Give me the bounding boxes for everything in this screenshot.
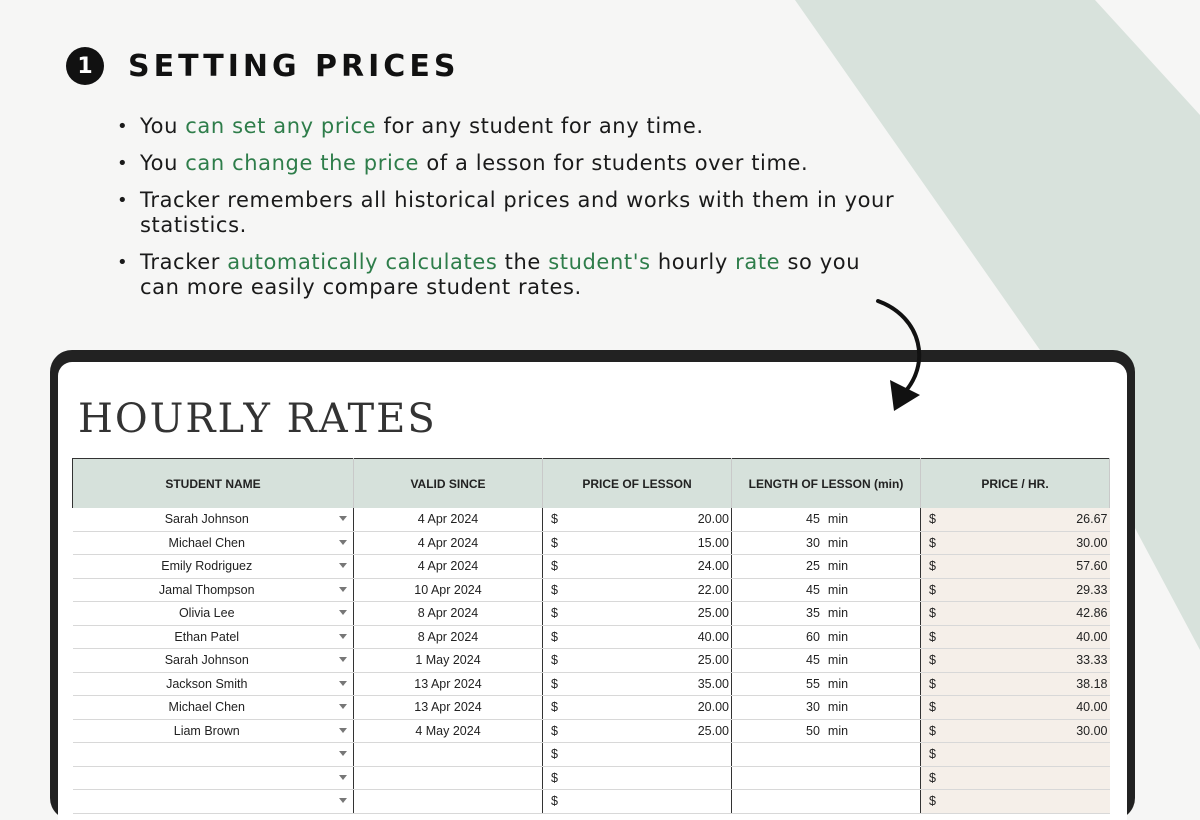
hourly-rate-value: 57.60 [1076,559,1108,573]
student-name: Olivia Lee [178,606,235,621]
length-value: 55 [806,676,820,691]
hourly-rate-value: 40.00 [1076,700,1108,714]
student-name: Sarah Johnson [164,512,249,527]
price-value: 35.00 [697,676,729,691]
length-unit: min [827,629,849,644]
currency-symbol: $ [929,535,936,550]
price-value: 22.00 [697,582,729,597]
price-value: 40.00 [697,629,729,644]
currency-symbol: $ [929,723,936,738]
price-cell[interactable] [543,508,732,531]
tablet-frame [50,350,1135,820]
length-unit: min [827,653,849,668]
hourly-rate-value: 33.33 [1076,653,1108,667]
currency-symbol: $ [551,770,558,785]
currency-symbol: $ [551,794,558,808]
length-value: 50 [806,723,820,738]
student-name-cell[interactable] [73,743,354,767]
student-name: Michael Chen [168,700,245,715]
valid-since-cell[interactable]: 8 Apr 2024 [354,625,543,649]
valid-since-cell[interactable] [354,743,543,767]
highlighted-text: can change the price [185,151,420,175]
currency-symbol: $ [551,582,558,597]
bullet-item [114,250,904,300]
currency-symbol: $ [551,535,558,550]
length-cell[interactable] [732,578,921,602]
currency-symbol: $ [929,770,936,785]
table-row [73,719,1110,743]
length-value: 35 [806,606,820,621]
price-cell[interactable] [543,672,732,696]
currency-symbol: $ [929,629,936,644]
length-value: 45 [806,653,820,668]
valid-since-cell[interactable]: 4 Apr 2024 [354,508,543,531]
student-name: Liam Brown [173,723,240,738]
feature-bullet-list [114,114,904,312]
highlighted-text: automatically calculates [227,250,498,274]
bullet-dot-icon: • [117,252,129,273]
hourly-rate-cell[interactable] [921,766,1110,790]
currency-symbol: $ [551,606,558,620]
hourly-rate-cell[interactable] [921,719,1110,743]
length-value: 30 [806,535,820,550]
bullet-text: the [497,250,549,274]
length-cell[interactable] [732,766,921,790]
bullet-item [114,188,904,238]
student-name-cell[interactable] [73,719,354,743]
length-cell[interactable] [732,743,921,767]
price-value: 20.00 [697,700,729,714]
student-name-cell[interactable] [73,625,354,649]
hourly-rate-value: 30.00 [1076,723,1108,738]
student-name-cell[interactable] [73,696,354,720]
dropdown-arrow-icon[interactable] [339,587,347,592]
hourly-rate-cell[interactable] [921,625,1110,649]
currency-symbol: $ [929,582,936,597]
currency-symbol: $ [551,559,558,573]
price-value: 20.00 [697,512,729,526]
sheet-title: HOURLY RATES [78,396,437,442]
length-unit: min [827,700,849,715]
student-name-cell[interactable] [73,602,354,626]
length-unit: min [827,606,849,621]
table-row [73,602,1110,626]
step-number-badge: 1 [66,47,104,85]
dropdown-arrow-icon[interactable] [339,728,347,733]
valid-since-cell[interactable]: 4 Apr 2024 [354,531,543,555]
currency-symbol: $ [929,700,936,714]
hourly-rate-cell[interactable] [921,578,1110,602]
column-header-valid-since[interactable]: VALID SINCE [354,459,543,509]
hourly-rates-table [72,458,1110,814]
hourly-rate-cell[interactable] [921,696,1110,720]
length-cell[interactable] [732,696,921,720]
bullet-item [114,114,904,139]
dropdown-arrow-icon[interactable] [339,563,347,568]
length-cell[interactable] [732,625,921,649]
student-name-cell[interactable] [73,531,354,555]
hourly-rate-cell[interactable] [921,531,1110,555]
length-unit: min [827,535,849,550]
length-cell[interactable] [732,790,921,814]
hourly-rate-cell[interactable] [921,649,1110,673]
hourly-rate-cell[interactable] [921,790,1110,814]
dropdown-arrow-icon[interactable] [339,681,347,686]
currency-symbol: $ [929,676,936,691]
bullet-text: so you can more easily compare student rates. [140,250,861,299]
student-name-cell[interactable] [73,508,354,531]
dropdown-arrow-icon[interactable] [339,634,347,639]
dropdown-arrow-icon[interactable] [339,751,347,756]
valid-since-cell[interactable]: 8 Apr 2024 [354,602,543,626]
currency-symbol: $ [551,629,558,644]
valid-since-cell[interactable] [354,766,543,790]
currency-symbol: $ [929,747,936,761]
highlighted-text: can set any price [185,114,377,138]
dropdown-arrow-icon[interactable] [339,798,347,803]
valid-since-cell[interactable]: 10 Apr 2024 [354,578,543,602]
table-header-row [73,459,1110,509]
bullet-dot-icon: • [117,116,129,137]
valid-since-cell[interactable]: 4 Apr 2024 [354,555,543,579]
bullet-dot-icon: • [117,153,129,174]
hourly-rate-cell[interactable] [921,672,1110,696]
hourly-rate-value: 38.18 [1076,676,1108,691]
currency-symbol: $ [551,512,558,526]
section-heading [66,47,459,85]
currency-symbol: $ [929,512,936,526]
length-unit: min [827,559,849,574]
table-row [73,672,1110,696]
length-value: 45 [806,512,820,527]
student-name-cell[interactable] [73,672,354,696]
length-cell[interactable] [732,672,921,696]
bullet-text: You [140,151,186,175]
currency-symbol: $ [929,794,936,808]
dropdown-arrow-icon[interactable] [339,540,347,545]
currency-symbol: $ [551,653,558,667]
student-name: Jamal Thompson [158,582,255,597]
student-name: Michael Chen [168,535,245,550]
student-name-cell[interactable] [73,555,354,579]
table-row [73,625,1110,649]
bullet-text: You [140,114,186,138]
length-cell[interactable] [732,649,921,673]
dropdown-arrow-icon[interactable] [339,775,347,780]
table-row [73,766,1110,790]
price-cell[interactable] [543,578,732,602]
price-value: 15.00 [697,535,729,550]
length-value: 25 [806,559,820,574]
currency-symbol: $ [929,606,936,620]
currency-symbol: $ [551,747,558,761]
price-cell[interactable] [543,531,732,555]
student-name-cell[interactable] [73,766,354,790]
price-cell[interactable] [543,625,732,649]
price-cell[interactable] [543,649,732,673]
spreadsheet-screen [58,362,1127,820]
valid-since-cell[interactable]: 13 Apr 2024 [354,696,543,720]
price-cell[interactable] [543,766,732,790]
length-cell[interactable] [732,719,921,743]
column-header-length-of-lesson[interactable]: LENGTH OF LESSON (min) [732,459,921,509]
dropdown-arrow-icon[interactable] [339,516,347,521]
table-row [73,531,1110,555]
bullet-text: Tracker remembers all historical prices and works with them in your statistics. [140,188,895,237]
student-name: Sarah Johnson [164,653,249,668]
dropdown-arrow-icon[interactable] [339,704,347,709]
price-value: 25.00 [697,723,729,738]
price-cell[interactable] [543,743,732,767]
table-row [73,555,1110,579]
curved-arrow-icon [860,295,950,420]
hourly-rate-cell[interactable] [921,508,1110,531]
length-unit: min [827,512,849,527]
bullet-text: Tracker [140,250,228,274]
valid-since-cell[interactable]: 1 May 2024 [354,649,543,673]
bullet-text: of a lesson for students over time. [419,151,809,175]
bullet-dot-icon: • [117,190,129,211]
student-name-cell[interactable] [73,790,354,814]
length-cell[interactable] [732,602,921,626]
length-value: 60 [806,629,820,644]
length-cell[interactable] [732,531,921,555]
table-row [73,508,1110,531]
hourly-rate-value: 40.00 [1076,629,1108,644]
highlighted-text: rate [735,250,781,274]
table-row [73,649,1110,673]
hourly-rate-value: 29.33 [1076,582,1108,597]
column-header-price-of-lesson[interactable]: PRICE OF LESSON [543,459,732,509]
hourly-rate-value: 26.67 [1076,512,1108,526]
student-name: Jackson Smith [166,676,248,691]
length-cell[interactable] [732,555,921,579]
price-value: 25.00 [697,653,729,667]
price-value: 25.00 [697,606,729,620]
table-row [73,743,1110,767]
table-row [73,790,1110,814]
valid-since-cell[interactable]: 13 Apr 2024 [354,672,543,696]
length-unit: min [827,723,849,738]
bullet-text: hourly [650,250,736,274]
currency-symbol: $ [551,700,558,714]
dropdown-arrow-icon[interactable] [339,657,347,662]
valid-since-cell[interactable] [354,790,543,814]
student-name-cell[interactable] [73,649,354,673]
dropdown-arrow-icon[interactable] [339,610,347,615]
length-value: 30 [806,700,820,715]
currency-symbol: $ [551,723,558,738]
table-row [73,696,1110,720]
length-unit: min [827,676,849,691]
column-header-price-per-hour[interactable]: PRICE / HR. [921,459,1110,509]
column-header-student-name[interactable]: STUDENT NAME [73,459,354,509]
student-name-cell[interactable] [73,578,354,602]
price-cell[interactable] [543,555,732,579]
student-name: Emily Rodriguez [161,559,253,574]
bullet-text: for any student for any time. [376,114,704,138]
price-cell[interactable] [543,719,732,743]
length-unit: min [827,582,849,597]
bullet-item [114,151,904,176]
hourly-rate-value: 42.86 [1076,606,1108,620]
price-value: 24.00 [697,559,729,573]
valid-since-cell[interactable]: 4 May 2024 [354,719,543,743]
hourly-rate-cell[interactable] [921,555,1110,579]
currency-symbol: $ [929,559,936,573]
student-name: Ethan Patel [174,629,240,644]
highlighted-text: student's [548,250,651,274]
length-value: 45 [806,582,820,597]
price-cell[interactable] [543,602,732,626]
hourly-rate-value: 30.00 [1076,535,1108,550]
hourly-rate-cell[interactable] [921,743,1110,767]
hourly-rate-cell[interactable] [921,602,1110,626]
price-cell[interactable] [543,790,732,814]
price-cell[interactable] [543,696,732,720]
section-title: SETTING PRICES [128,48,460,84]
currency-symbol: $ [551,676,558,691]
length-cell[interactable] [732,508,921,531]
table-row [73,578,1110,602]
currency-symbol: $ [929,653,936,667]
